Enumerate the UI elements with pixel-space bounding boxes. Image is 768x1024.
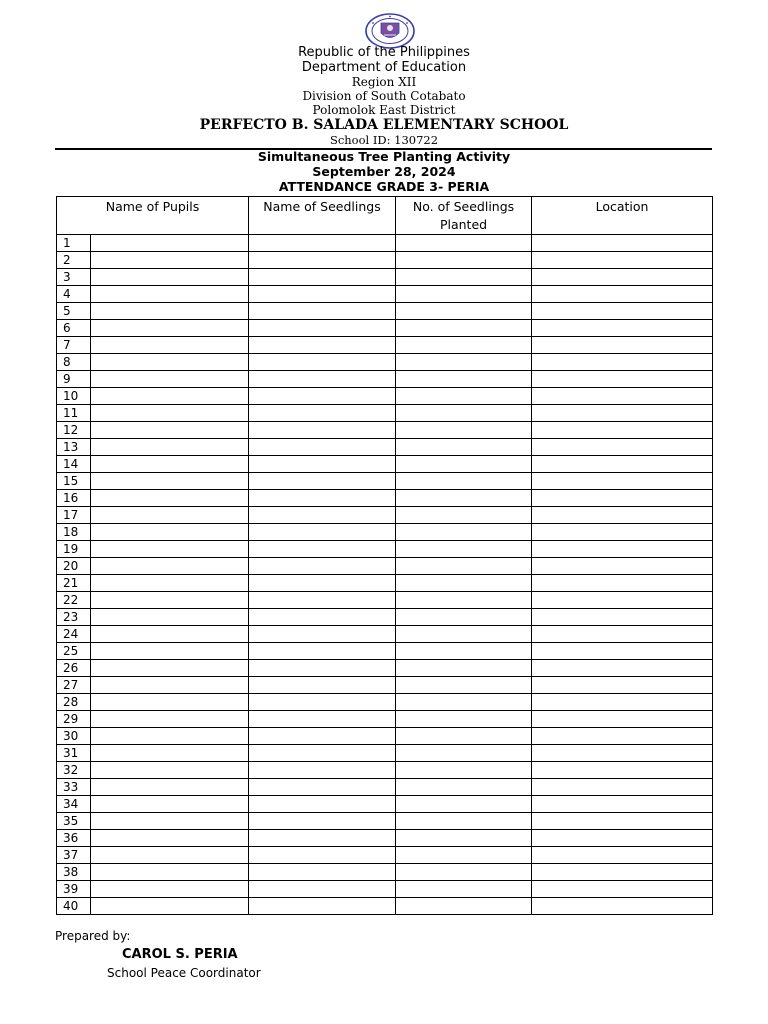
pupil-name-cell[interactable]	[91, 830, 249, 847]
location-cell[interactable]	[532, 320, 713, 337]
table-row	[57, 626, 713, 643]
seedling-count-cell[interactable]	[396, 456, 532, 473]
seedling-count-cell[interactable]	[396, 745, 532, 762]
pupil-name-cell[interactable]	[91, 507, 249, 524]
location-cell[interactable]	[532, 643, 713, 660]
location-cell[interactable]	[532, 405, 713, 422]
seedling-name-cell[interactable]	[249, 337, 396, 354]
seedling-count-cell[interactable]	[396, 626, 532, 643]
pupil-name-cell[interactable]	[91, 405, 249, 422]
table-row	[57, 405, 713, 422]
table-row	[57, 371, 713, 388]
pupil-name-cell[interactable]	[91, 422, 249, 439]
location-cell[interactable]	[532, 864, 713, 881]
location-cell[interactable]	[532, 575, 713, 592]
seedling-count-cell[interactable]	[396, 252, 532, 269]
seedling-count-cell[interactable]	[396, 286, 532, 303]
pupil-name-cell[interactable]	[91, 235, 249, 252]
row-number: 31	[57, 745, 91, 762]
seedling-count-cell[interactable]	[396, 728, 532, 745]
location-cell[interactable]	[532, 456, 713, 473]
table-row	[57, 779, 713, 796]
row-number: 12	[57, 422, 91, 439]
table-row	[57, 269, 713, 286]
pupil-name-cell[interactable]	[91, 864, 249, 881]
row-number: 40	[57, 898, 91, 915]
table-row	[57, 881, 713, 898]
location-cell[interactable]	[532, 881, 713, 898]
pupil-name-cell[interactable]	[91, 558, 249, 575]
seedling-count-cell[interactable]	[396, 337, 532, 354]
location-cell[interactable]	[532, 337, 713, 354]
table-row	[57, 575, 713, 592]
table-row	[57, 507, 713, 524]
location-cell[interactable]	[532, 660, 713, 677]
location-cell[interactable]	[532, 439, 713, 456]
table-row	[57, 490, 713, 507]
seedling-name-cell[interactable]	[249, 456, 396, 473]
seedling-count-cell[interactable]	[396, 898, 532, 915]
row-number: 16	[57, 490, 91, 507]
pupil-name-cell[interactable]	[91, 541, 249, 558]
column-header-location: Location	[532, 197, 713, 235]
pupil-name-cell[interactable]	[91, 711, 249, 728]
location-cell[interactable]	[532, 541, 713, 558]
row-number: 13	[57, 439, 91, 456]
table-row	[57, 541, 713, 558]
seedling-count-cell[interactable]	[396, 830, 532, 847]
seedling-name-cell[interactable]	[249, 269, 396, 286]
location-cell[interactable]	[532, 269, 713, 286]
row-number: 2	[57, 252, 91, 269]
location-cell[interactable]	[532, 830, 713, 847]
location-cell[interactable]	[532, 796, 713, 813]
seedling-name-cell[interactable]	[249, 864, 396, 881]
seedling-count-cell[interactable]	[396, 847, 532, 864]
row-number: 23	[57, 609, 91, 626]
republic-heading: Republic of the Philippines	[298, 45, 470, 60]
row-number: 7	[57, 337, 91, 354]
pupil-name-cell[interactable]	[91, 320, 249, 337]
table-row	[57, 524, 713, 541]
row-number: 8	[57, 354, 91, 371]
pupil-name-cell[interactable]	[91, 490, 249, 507]
seedling-name-cell[interactable]	[249, 813, 396, 830]
seedling-count-cell[interactable]	[396, 711, 532, 728]
location-cell[interactable]	[532, 728, 713, 745]
seedling-count-cell[interactable]	[396, 592, 532, 609]
location-cell[interactable]	[532, 745, 713, 762]
pupil-name-cell[interactable]	[91, 286, 249, 303]
row-number: 37	[57, 847, 91, 864]
seedling-count-cell[interactable]	[396, 507, 532, 524]
row-number: 36	[57, 830, 91, 847]
seedling-name-cell[interactable]	[249, 252, 396, 269]
location-cell[interactable]	[532, 303, 713, 320]
location-cell[interactable]	[532, 558, 713, 575]
seedling-name-cell[interactable]	[249, 439, 396, 456]
pupil-name-cell[interactable]	[91, 524, 249, 541]
row-number: 26	[57, 660, 91, 677]
seedling-name-cell[interactable]	[249, 745, 396, 762]
seedling-name-cell[interactable]	[249, 575, 396, 592]
table-row	[57, 473, 713, 490]
location-cell[interactable]	[532, 813, 713, 830]
row-number: 39	[57, 881, 91, 898]
column-header-pupils: Name of Pupils	[57, 197, 249, 235]
seedling-count-cell[interactable]	[396, 439, 532, 456]
location-cell[interactable]	[532, 422, 713, 439]
row-number: 5	[57, 303, 91, 320]
row-number: 20	[57, 558, 91, 575]
row-number: 24	[57, 626, 91, 643]
seedling-name-cell[interactable]	[249, 320, 396, 337]
activity-date: September 28, 2024	[312, 164, 456, 179]
row-number: 9	[57, 371, 91, 388]
seedling-count-cell[interactable]	[396, 235, 532, 252]
pupil-name-cell[interactable]	[91, 609, 249, 626]
table-row	[57, 320, 713, 337]
pupil-name-cell[interactable]	[91, 728, 249, 745]
seedling-count-cell[interactable]	[396, 473, 532, 490]
pupil-name-cell[interactable]	[91, 643, 249, 660]
pupil-name-cell[interactable]	[91, 303, 249, 320]
pupil-name-cell[interactable]	[91, 796, 249, 813]
row-number: 35	[57, 813, 91, 830]
row-number: 29	[57, 711, 91, 728]
table-row	[57, 898, 713, 915]
seedling-count-cell[interactable]	[396, 558, 532, 575]
location-cell[interactable]	[532, 388, 713, 405]
table-header-row	[57, 197, 713, 235]
row-number: 6	[57, 320, 91, 337]
row-number: 19	[57, 541, 91, 558]
seedling-name-cell[interactable]	[249, 694, 396, 711]
seedling-name-cell[interactable]	[249, 388, 396, 405]
deped-seal-logo	[364, 13, 416, 49]
pupil-name-cell[interactable]	[91, 252, 249, 269]
pupil-name-cell[interactable]	[91, 626, 249, 643]
row-number: 32	[57, 762, 91, 779]
seedling-name-cell[interactable]	[249, 626, 396, 643]
pupil-name-cell[interactable]	[91, 473, 249, 490]
row-number: 25	[57, 643, 91, 660]
row-number: 27	[57, 677, 91, 694]
location-cell[interactable]	[532, 473, 713, 490]
location-cell[interactable]	[532, 609, 713, 626]
pupil-name-cell[interactable]	[91, 354, 249, 371]
table-row	[57, 252, 713, 269]
row-number: 22	[57, 592, 91, 609]
seedling-count-cell[interactable]	[396, 660, 532, 677]
seedling-name-cell[interactable]	[249, 490, 396, 507]
location-cell[interactable]	[532, 524, 713, 541]
location-cell[interactable]	[532, 847, 713, 864]
table-row	[57, 677, 713, 694]
pupil-name-cell[interactable]	[91, 371, 249, 388]
seedling-name-cell[interactable]	[249, 762, 396, 779]
location-cell[interactable]	[532, 235, 713, 252]
seedling-count-cell[interactable]	[396, 541, 532, 558]
location-cell[interactable]	[532, 898, 713, 915]
table-row	[57, 711, 713, 728]
row-number: 30	[57, 728, 91, 745]
pupil-name-cell[interactable]	[91, 439, 249, 456]
row-number: 1	[57, 235, 91, 252]
location-cell[interactable]	[532, 490, 713, 507]
table-row	[57, 558, 713, 575]
activity-title: Simultaneous Tree Planting Activity	[257, 149, 511, 164]
row-number: 3	[57, 269, 91, 286]
seedling-count-cell[interactable]	[396, 371, 532, 388]
department-heading: Department of Education	[301, 60, 467, 75]
location-cell[interactable]	[532, 626, 713, 643]
attendance-rows	[57, 235, 713, 915]
row-number: 38	[57, 864, 91, 881]
district-label: Polomolok East District	[312, 103, 456, 117]
table-row	[57, 235, 713, 252]
table-row	[57, 660, 713, 677]
location-cell[interactable]	[532, 592, 713, 609]
location-cell[interactable]	[532, 779, 713, 796]
seedling-count-cell[interactable]	[396, 490, 532, 507]
seedling-count-cell[interactable]	[396, 881, 532, 898]
seedling-name-cell[interactable]	[249, 286, 396, 303]
location-cell[interactable]	[532, 252, 713, 269]
table-row	[57, 728, 713, 745]
seedling-name-cell[interactable]	[249, 405, 396, 422]
seedling-name-cell[interactable]	[249, 711, 396, 728]
school-id: School ID: 130722	[329, 133, 439, 147]
pupil-name-cell[interactable]	[91, 677, 249, 694]
seedling-name-cell[interactable]	[249, 558, 396, 575]
row-number: 15	[57, 473, 91, 490]
pupil-name-cell[interactable]	[91, 660, 249, 677]
location-cell[interactable]	[532, 711, 713, 728]
seedling-count-cell[interactable]	[396, 320, 532, 337]
seedling-name-cell[interactable]	[249, 609, 396, 626]
seedling-count-cell[interactable]	[396, 694, 532, 711]
seedling-count-cell[interactable]	[396, 388, 532, 405]
table-row	[57, 337, 713, 354]
seedling-name-cell[interactable]	[249, 881, 396, 898]
table-row	[57, 745, 713, 762]
pupil-name-cell[interactable]	[91, 575, 249, 592]
table-row	[57, 388, 713, 405]
seedling-count-cell[interactable]	[396, 524, 532, 541]
table-row	[57, 813, 713, 830]
seedling-count-cell[interactable]	[396, 643, 532, 660]
table-row	[57, 830, 713, 847]
row-number: 18	[57, 524, 91, 541]
seedling-name-cell[interactable]	[249, 796, 396, 813]
table-row	[57, 456, 713, 473]
pupil-name-cell[interactable]	[91, 847, 249, 864]
seedling-name-cell[interactable]	[249, 541, 396, 558]
column-header-count: No. of Seedlings Planted	[396, 197, 532, 235]
seedling-count-cell[interactable]	[396, 762, 532, 779]
pupil-name-cell[interactable]	[91, 881, 249, 898]
prepared-by-label: Prepared by:	[55, 929, 131, 943]
row-number: 34	[57, 796, 91, 813]
seedling-count-cell[interactable]	[396, 813, 532, 830]
row-number: 11	[57, 405, 91, 422]
table-row	[57, 609, 713, 626]
row-number: 10	[57, 388, 91, 405]
preparer-role: School Peace Coordinator	[107, 966, 261, 980]
seedling-count-cell[interactable]	[396, 677, 532, 694]
preparer-name: CAROL S. PERIA	[122, 947, 238, 962]
seedling-name-cell[interactable]	[249, 660, 396, 677]
table-row	[57, 694, 713, 711]
school-name: PERFECTO B. SALADA ELEMENTARY SCHOOL	[199, 117, 569, 133]
pupil-name-cell[interactable]	[91, 745, 249, 762]
table-row	[57, 286, 713, 303]
location-cell[interactable]	[532, 694, 713, 711]
seedling-name-cell[interactable]	[249, 779, 396, 796]
pupil-name-cell[interactable]	[91, 456, 249, 473]
seedling-name-cell[interactable]	[249, 422, 396, 439]
table-row	[57, 796, 713, 813]
row-number: 14	[57, 456, 91, 473]
seedling-name-cell[interactable]	[249, 592, 396, 609]
seedling-count-cell[interactable]	[396, 575, 532, 592]
seedling-name-cell[interactable]	[249, 677, 396, 694]
seedling-name-cell[interactable]	[249, 898, 396, 915]
table-row	[57, 303, 713, 320]
seedling-name-cell[interactable]	[249, 235, 396, 252]
table-row	[57, 864, 713, 881]
attendance-heading: ATTENDANCE GRADE 3- PERIA	[278, 179, 490, 194]
location-cell[interactable]	[532, 507, 713, 524]
pupil-name-cell[interactable]	[91, 694, 249, 711]
seedling-count-cell[interactable]	[396, 405, 532, 422]
region-label: Region XII	[351, 75, 417, 89]
pupil-name-cell[interactable]	[91, 779, 249, 796]
pupil-name-cell[interactable]	[91, 337, 249, 354]
location-cell[interactable]	[532, 762, 713, 779]
location-cell[interactable]	[532, 286, 713, 303]
table-row	[57, 439, 713, 456]
pupil-name-cell[interactable]	[91, 269, 249, 286]
row-number: 28	[57, 694, 91, 711]
attendance-table	[56, 196, 713, 915]
column-header-seedlings: Name of Seedlings	[249, 197, 396, 235]
seedling-count-cell[interactable]	[396, 864, 532, 881]
pupil-name-cell[interactable]	[91, 592, 249, 609]
seedling-name-cell[interactable]	[249, 524, 396, 541]
table-row	[57, 422, 713, 439]
seedling-count-cell[interactable]	[396, 303, 532, 320]
table-row	[57, 762, 713, 779]
seedling-count-cell[interactable]	[396, 354, 532, 371]
location-cell[interactable]	[532, 371, 713, 388]
pupil-name-cell[interactable]	[91, 762, 249, 779]
row-number: 4	[57, 286, 91, 303]
seedling-count-cell[interactable]	[396, 422, 532, 439]
pupil-name-cell[interactable]	[91, 388, 249, 405]
seedling-name-cell[interactable]	[249, 830, 396, 847]
seedling-name-cell[interactable]	[249, 847, 396, 864]
seedling-count-cell[interactable]	[396, 796, 532, 813]
seedling-count-cell[interactable]	[396, 609, 532, 626]
seedling-name-cell[interactable]	[249, 728, 396, 745]
table-row	[57, 592, 713, 609]
division-label: Division of South Cotabato	[302, 89, 466, 103]
seedling-count-cell[interactable]	[396, 269, 532, 286]
pupil-name-cell[interactable]	[91, 898, 249, 915]
seedling-name-cell[interactable]	[249, 354, 396, 371]
location-cell[interactable]	[532, 354, 713, 371]
seedling-count-cell[interactable]	[396, 779, 532, 796]
row-number: 17	[57, 507, 91, 524]
seedling-name-cell[interactable]	[249, 303, 396, 320]
table-row	[57, 354, 713, 371]
location-cell[interactable]	[532, 677, 713, 694]
seedling-name-cell[interactable]	[249, 371, 396, 388]
seedling-name-cell[interactable]	[249, 507, 396, 524]
row-number: 21	[57, 575, 91, 592]
pupil-name-cell[interactable]	[91, 813, 249, 830]
row-number: 33	[57, 779, 91, 796]
seedling-name-cell[interactable]	[249, 643, 396, 660]
table-row	[57, 847, 713, 864]
seedling-name-cell[interactable]	[249, 473, 396, 490]
table-row	[57, 643, 713, 660]
